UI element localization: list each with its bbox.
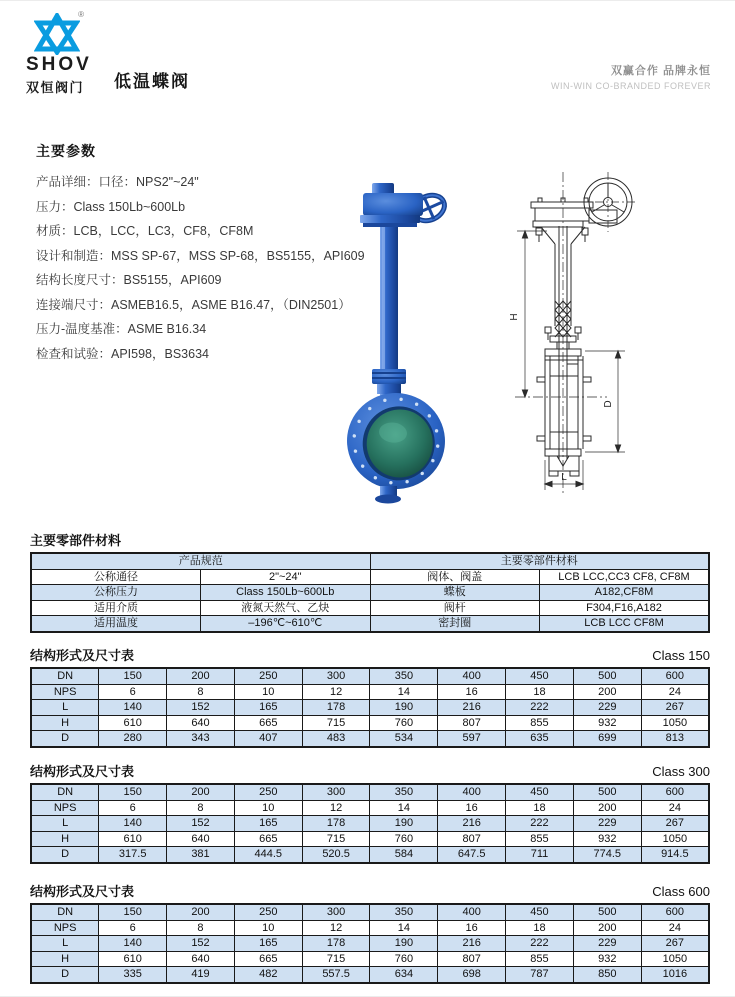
dimension-cell: 24 xyxy=(641,800,709,816)
slogan-english: WIN-WIN CO-BRANDED FOREVER xyxy=(551,81,711,91)
dimension-cell: 165 xyxy=(234,700,302,716)
dimension-cell: 534 xyxy=(370,731,438,747)
dimension-cell: 190 xyxy=(370,700,438,716)
dimension-cell: 807 xyxy=(438,715,506,731)
dimension-cell: 200 xyxy=(167,784,235,800)
dimension-row-label: DN xyxy=(31,904,99,920)
dimension-cell: 216 xyxy=(438,936,506,952)
dimension-cell: 16 xyxy=(438,800,506,816)
dimension-cell: 350 xyxy=(370,668,438,684)
materials-group-header: 产品规范 xyxy=(31,553,370,569)
materials-heading: 主要零部件材料 xyxy=(30,533,122,548)
dimension-cell: 150 xyxy=(99,668,167,684)
materials-cell: 适用温度 xyxy=(31,616,201,632)
registered-mark: ® xyxy=(78,10,84,19)
dimension-cell: 250 xyxy=(234,784,302,800)
dimension-section-heading xyxy=(30,761,710,780)
dimension-cell: 1016 xyxy=(641,967,709,983)
dimension-row xyxy=(31,816,709,832)
dimension-cell: 10 xyxy=(234,684,302,700)
dimension-row-label: L xyxy=(31,936,99,952)
dimension-row-label: NPS xyxy=(31,684,99,700)
materials-cell: 适用介质 xyxy=(31,600,201,616)
materials-cell: LCB LCC,CC3 CF8, CF8M xyxy=(540,569,710,585)
dimension-cell: 18 xyxy=(506,684,574,700)
dimension-cell: 12 xyxy=(302,684,370,700)
dimension-row-label: H xyxy=(31,715,99,731)
dimension-cell: 178 xyxy=(302,700,370,716)
materials-cell: 阀体、阀盖 xyxy=(370,569,540,585)
dimension-cell: 1050 xyxy=(641,831,709,847)
dimension-cell: 520.5 xyxy=(302,847,370,863)
dim-class-label: Class 300 xyxy=(652,764,710,779)
dimension-cell: 665 xyxy=(234,951,302,967)
dimension-cell: 855 xyxy=(506,831,574,847)
dimension-row-label: DN xyxy=(31,668,99,684)
dimension-row xyxy=(31,951,709,967)
dimension-row-label: D xyxy=(31,967,99,983)
dimension-cell: 932 xyxy=(573,715,641,731)
dimension-cell: 300 xyxy=(302,784,370,800)
dimension-cell: 665 xyxy=(234,715,302,731)
dimension-row-label: NPS xyxy=(31,800,99,816)
valve-drawing xyxy=(505,164,715,511)
dimension-row-label: H xyxy=(31,831,99,847)
dimension-row xyxy=(31,700,709,716)
dim-table-heading: 结构形式及尺寸表 xyxy=(30,884,135,899)
params-list xyxy=(36,170,365,366)
dimension-row xyxy=(31,800,709,816)
dimension-row xyxy=(31,731,709,747)
dimension-cell: 250 xyxy=(234,904,302,920)
dimension-cell: 350 xyxy=(370,904,438,920)
dimension-cell: 190 xyxy=(370,936,438,952)
slogan-chinese: 双赢合作 品牌永恒 xyxy=(610,65,711,77)
dimension-cell: 715 xyxy=(302,715,370,731)
materials-row xyxy=(31,600,709,616)
dimension-cell: 152 xyxy=(167,936,235,952)
dimension-cell: 444.5 xyxy=(234,847,302,863)
dimension-cell: 584 xyxy=(370,847,438,863)
dimension-cell: 610 xyxy=(99,951,167,967)
materials-cell: 2"~24" xyxy=(201,569,371,585)
param-line: 材质：LCB，LCC，LC3，CF8，CF8M xyxy=(36,224,254,238)
param-line: 连接端尺寸：ASMEB16.5，ASME B16.47，（DIN2501） xyxy=(36,297,351,312)
dimension-cell: 699 xyxy=(573,731,641,747)
dimension-cell: 14 xyxy=(370,684,438,700)
dim-table-heading: 结构形式及尺寸表 xyxy=(30,648,135,663)
dimension-row-label: D xyxy=(31,847,99,863)
dimension-cell: 12 xyxy=(302,920,370,936)
dimension-cell: 16 xyxy=(438,684,506,700)
dimension-cell: 6 xyxy=(99,920,167,936)
dimension-cell: 10 xyxy=(234,800,302,816)
dimension-cell: 200 xyxy=(573,800,641,816)
param-line: 结构长度尺寸：BS5155，API609 xyxy=(36,273,222,287)
dimension-row xyxy=(31,904,709,920)
materials-row xyxy=(31,585,709,601)
dimension-cell: 500 xyxy=(573,668,641,684)
company-logo xyxy=(26,10,126,96)
dimension-cell: 450 xyxy=(506,784,574,800)
materials-cell: F304,F16,A182 xyxy=(540,600,710,616)
dimension-cell: 222 xyxy=(506,700,574,716)
param-line: 检查和试验：API598，BS3634 xyxy=(36,346,209,361)
dimension-cell: 200 xyxy=(573,920,641,936)
dimension-cell: 18 xyxy=(506,920,574,936)
materials-cell: A182,CF8M xyxy=(540,585,710,601)
param-line: 设计和制造：MSS SP-67，MSS SP-68，BS5155，API609 xyxy=(36,248,365,263)
dimension-cell: 200 xyxy=(167,668,235,684)
dimension-cell: 450 xyxy=(506,904,574,920)
dimension-cell: 229 xyxy=(573,816,641,832)
dimension-row xyxy=(31,831,709,847)
dimension-cell: 610 xyxy=(99,715,167,731)
dimension-cell: 711 xyxy=(506,847,574,863)
dimension-cell: 178 xyxy=(302,936,370,952)
materials-row xyxy=(31,616,709,632)
brand-name: SHOV xyxy=(26,54,92,75)
dimension-cell: 400 xyxy=(438,668,506,684)
dimension-row xyxy=(31,847,709,863)
materials-cell: LCB LCC CF8M xyxy=(540,616,710,632)
materials-row xyxy=(31,569,709,585)
dimension-row xyxy=(31,715,709,731)
dimension-cell: 150 xyxy=(99,784,167,800)
dimension-row-label: DN xyxy=(31,784,99,800)
dimension-cell: 165 xyxy=(234,936,302,952)
dimension-cell: 640 xyxy=(167,951,235,967)
dimension-cell: 250 xyxy=(234,668,302,684)
dimension-cell: 1050 xyxy=(641,951,709,967)
dimension-cell: 317.5 xyxy=(99,847,167,863)
dimension-cell: 222 xyxy=(506,936,574,952)
materials-group-header: 主要零部件材料 xyxy=(370,553,709,569)
dimension-table-class600 xyxy=(30,903,710,984)
dimension-row xyxy=(31,920,709,936)
dimension-row-label: H xyxy=(31,951,99,967)
dimension-section-heading xyxy=(30,881,710,900)
dimension-cell: 8 xyxy=(167,920,235,936)
dimension-cell: 200 xyxy=(573,684,641,700)
dimension-cell: 640 xyxy=(167,715,235,731)
dimension-cell: 8 xyxy=(167,684,235,700)
dimension-cell: 715 xyxy=(302,951,370,967)
param-line: 压力-温度基准：ASME B16.34 xyxy=(36,322,207,336)
param-line: 压力：Class 150Lb~600Lb xyxy=(36,199,186,214)
dimension-cell: 932 xyxy=(573,831,641,847)
dimension-cell: 600 xyxy=(641,904,709,920)
dimension-cell: 597 xyxy=(438,731,506,747)
dimension-cell: 6 xyxy=(99,684,167,700)
dim-label-l: L xyxy=(561,472,567,483)
dimension-cell: 557.5 xyxy=(302,967,370,983)
dimension-cell: 1050 xyxy=(641,715,709,731)
dimension-cell: 600 xyxy=(641,668,709,684)
dimension-cell: 280 xyxy=(99,731,167,747)
dimension-cell: 855 xyxy=(506,951,574,967)
dimension-cell: 343 xyxy=(167,731,235,747)
valve-photo xyxy=(336,173,458,508)
dimension-row xyxy=(31,684,709,700)
dimension-table-class150 xyxy=(30,667,710,748)
materials-cell: 蝶板 xyxy=(370,585,540,601)
dimension-cell: 381 xyxy=(167,847,235,863)
dimension-cell: 647.5 xyxy=(438,847,506,863)
materials-cell: 液氮天然气、乙炔 xyxy=(201,600,371,616)
dimension-cell: 152 xyxy=(167,816,235,832)
dimension-row xyxy=(31,936,709,952)
dimension-cell: 774.5 xyxy=(573,847,641,863)
page-title: 低温蝶阀 xyxy=(114,72,190,91)
dimension-row xyxy=(31,784,709,800)
dim-table-heading: 结构形式及尺寸表 xyxy=(30,764,135,779)
dim-class-label: Class 150 xyxy=(652,648,710,663)
dimension-cell: 140 xyxy=(99,936,167,952)
dimension-cell: 635 xyxy=(506,731,574,747)
dimension-cell: 640 xyxy=(167,831,235,847)
dimension-cell: 152 xyxy=(167,700,235,716)
dimension-cell: 14 xyxy=(370,920,438,936)
dimension-cell: 807 xyxy=(438,831,506,847)
dimension-cell: 482 xyxy=(234,967,302,983)
dim-class-label: Class 600 xyxy=(652,884,710,899)
dimension-cell: 6 xyxy=(99,800,167,816)
materials-cell: 阀杆 xyxy=(370,600,540,616)
dimension-cell: 178 xyxy=(302,816,370,832)
dimension-cell: 850 xyxy=(573,967,641,983)
dimension-cell: 665 xyxy=(234,831,302,847)
dimension-section-heading xyxy=(30,645,710,664)
dimension-cell: 350 xyxy=(370,784,438,800)
dimension-cell: 400 xyxy=(438,904,506,920)
dimension-cell: 855 xyxy=(506,715,574,731)
dimension-cell: 222 xyxy=(506,816,574,832)
dimension-cell: 500 xyxy=(573,904,641,920)
params-heading: 主要参数 xyxy=(36,143,96,159)
dimension-cell: 18 xyxy=(506,800,574,816)
dimension-cell: 932 xyxy=(573,951,641,967)
materials-cell: 密封圈 xyxy=(370,616,540,632)
dimension-cell: 216 xyxy=(438,700,506,716)
dim-label-d: D xyxy=(603,400,614,408)
materials-cell: 公称压力 xyxy=(31,585,201,601)
dimension-cell: 24 xyxy=(641,684,709,700)
dimension-cell: 610 xyxy=(99,831,167,847)
dimension-cell: 450 xyxy=(506,668,574,684)
shov-logo-icon xyxy=(34,13,80,55)
dimension-row-label: L xyxy=(31,816,99,832)
svg-text:H: H xyxy=(53,31,61,43)
dimension-cell: 200 xyxy=(167,904,235,920)
dimension-row xyxy=(31,668,709,684)
dimension-row xyxy=(31,967,709,983)
dimension-cell: 300 xyxy=(302,904,370,920)
dimension-cell: 229 xyxy=(573,936,641,952)
dimension-cell: 12 xyxy=(302,800,370,816)
dimension-cell: 14 xyxy=(370,800,438,816)
dimension-cell: 698 xyxy=(438,967,506,983)
dimension-cell: 267 xyxy=(641,816,709,832)
dimension-cell: 813 xyxy=(641,731,709,747)
dimension-cell: 400 xyxy=(438,784,506,800)
dimension-row-label: NPS xyxy=(31,920,99,936)
materials-cell: –196℃~610℃ xyxy=(201,616,371,632)
dimension-cell: 140 xyxy=(99,700,167,716)
dimension-cell: 24 xyxy=(641,920,709,936)
dimension-cell: 150 xyxy=(99,904,167,920)
dimension-cell: 229 xyxy=(573,700,641,716)
slogan-block xyxy=(551,62,711,91)
materials-cell: Class 150Lb~600Lb xyxy=(201,585,371,601)
dimension-cell: 407 xyxy=(234,731,302,747)
dimension-cell: 300 xyxy=(302,668,370,684)
dimension-table-class300 xyxy=(30,783,710,864)
dimension-cell: 216 xyxy=(438,816,506,832)
dimension-cell: 419 xyxy=(167,967,235,983)
dimension-cell: 267 xyxy=(641,700,709,716)
dimension-cell: 715 xyxy=(302,831,370,847)
dimension-cell: 165 xyxy=(234,816,302,832)
materials-group-header-row xyxy=(31,553,709,569)
company-name: 双恒阀门 xyxy=(26,79,85,95)
dimension-cell: 335 xyxy=(99,967,167,983)
dimension-cell: 600 xyxy=(641,784,709,800)
dimension-cell: 760 xyxy=(370,831,438,847)
dimension-row-label: L xyxy=(31,700,99,716)
dimension-cell: 914.5 xyxy=(641,847,709,863)
dimension-cell: 500 xyxy=(573,784,641,800)
materials-cell: 公称通径 xyxy=(31,569,201,585)
dimension-cell: 10 xyxy=(234,920,302,936)
dimension-cell: 787 xyxy=(506,967,574,983)
dimension-cell: 8 xyxy=(167,800,235,816)
dimension-cell: 807 xyxy=(438,951,506,967)
param-line: 产品详细：口径：NPS2"~24" xyxy=(36,175,199,189)
dimension-cell: 267 xyxy=(641,936,709,952)
dimension-cell: 190 xyxy=(370,816,438,832)
dim-label-h: H xyxy=(509,313,520,321)
dimension-cell: 634 xyxy=(370,967,438,983)
dimension-cell: 483 xyxy=(302,731,370,747)
materials-table xyxy=(30,552,710,633)
dimension-cell: 140 xyxy=(99,816,167,832)
dimension-cell: 760 xyxy=(370,715,438,731)
dimension-row-label: D xyxy=(31,731,99,747)
dimension-cell: 760 xyxy=(370,951,438,967)
dimension-cell: 16 xyxy=(438,920,506,936)
